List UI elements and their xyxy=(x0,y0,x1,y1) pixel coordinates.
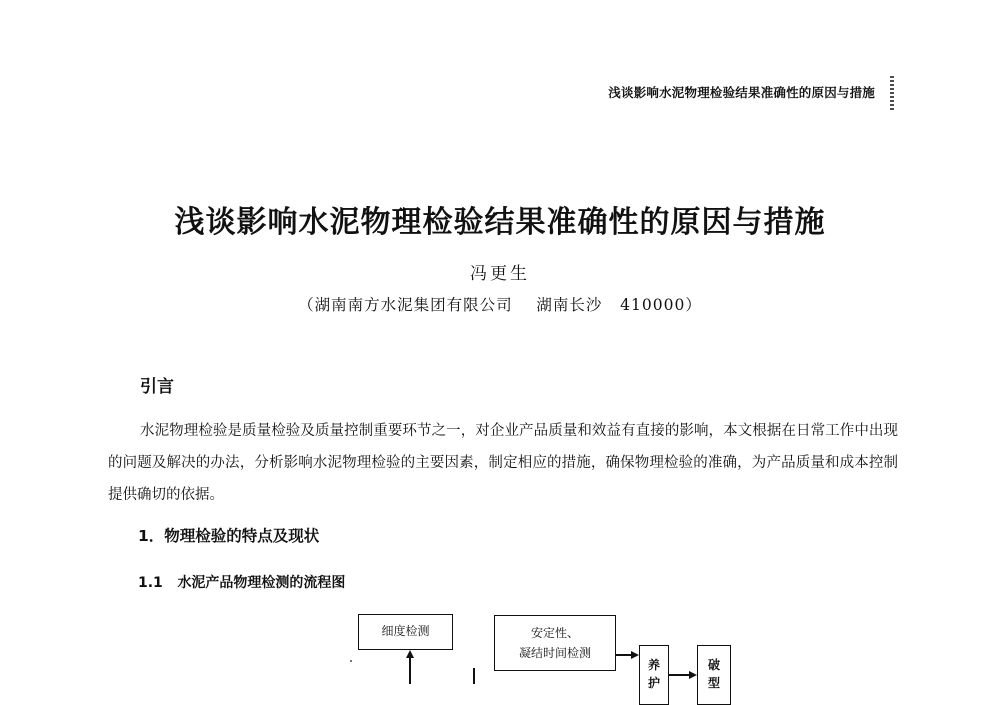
section-1-1-heading xyxy=(138,572,345,592)
paper-title: 浅谈影响水泥物理检验结果准确性的原因与措施 xyxy=(174,205,826,240)
flow-connector-stability-to-curing xyxy=(616,654,631,656)
flow-connector-curing-to-breaking xyxy=(669,674,689,676)
flow-box-stability xyxy=(494,615,616,671)
flow-box-breaking-line1: 破 xyxy=(707,658,720,672)
flow-box-curing-line2: 护 xyxy=(647,676,660,690)
flow-box-stability-line1: 安定性、 xyxy=(530,626,579,640)
author-name: 冯更生 xyxy=(470,264,530,284)
flow-box-curing-line1: 养 xyxy=(647,658,660,672)
header-margin-mark xyxy=(890,76,894,110)
flow-box-stability-line2: 凝结时间检测 xyxy=(518,646,591,660)
running-header: 浅谈影响水泥物理检验结果准确性的原因与措施 xyxy=(608,85,875,100)
flow-arrowhead-fineness xyxy=(406,650,414,658)
author-affiliation: （湖南南方水泥集团有限公司 湖南长沙 410000） xyxy=(298,296,702,314)
flow-arrowhead-curing xyxy=(631,651,639,659)
flow-box-breaking-line2: 型 xyxy=(707,676,720,690)
intro-heading: 引言 xyxy=(140,377,174,397)
flow-box-fineness-label: 细度检测 xyxy=(381,624,430,638)
section-1-1-title: 水泥产品物理检测的流程图 xyxy=(177,575,346,591)
section-1-heading: 1．物理检验的特点及现状 xyxy=(138,527,320,545)
flow-box-curing xyxy=(639,645,669,705)
scan-speck xyxy=(350,660,352,662)
flow-arrowhead-breaking xyxy=(689,671,697,679)
flow-box-fineness xyxy=(358,614,453,650)
section-1-1-number: 1.1 xyxy=(138,575,163,591)
flow-connector-stability-vertical xyxy=(473,668,475,684)
intro-paragraph: 水泥物理检验是质量检验及质量控制重要环节之一，对企业产品质量和效益有直接的影响，本文根据在日常工作中出现的问题及解决的办法，分析影响水泥物理检验的主要因素，制定相应的措施，确保物理检验的准确，为产品质量和成本控制提供确切的依据。 xyxy=(108,423,898,503)
flow-box-breaking xyxy=(697,645,731,705)
flow-connector-fineness-vertical xyxy=(409,658,411,684)
